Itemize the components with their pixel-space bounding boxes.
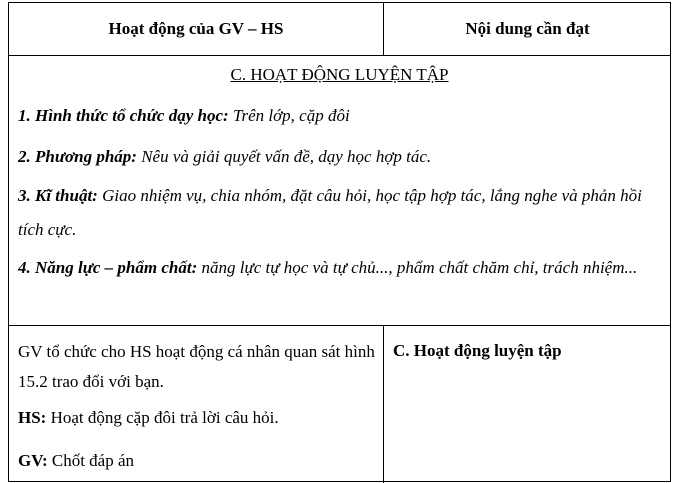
item-method: 2. Phương pháp: Nêu và giải quyết vấn đề, dạy học hợp tác. (18, 147, 432, 166)
activity-divider (383, 325, 384, 483)
item-organization: 1. Hình thức tổ chức dạy học: Trên lớp, cặp đôi (18, 106, 350, 125)
header-activity: Hoạt động của GV – HS (108, 19, 284, 38)
row-divider-2 (9, 325, 670, 326)
activity-intro: GV tổ chức cho HS hoạt động cá nhân quan sát hình 15.2 trao đổi với bạn. (18, 342, 375, 391)
header-divider (383, 3, 384, 55)
section-title: C. HOẠT ĐỘNG LUYỆN TẬP (230, 65, 449, 84)
header-content: Nội dung cần đạt (465, 19, 590, 38)
activity-hs: HS: Hoạt động cặp đôi trả lời câu hỏi. (18, 408, 279, 427)
row-divider-1 (9, 55, 670, 56)
item-competence: 4. Năng lực – phẩm chất: năng lực tự học và tự chủ..., phẩm chất chăm chỉ, trách nhiệm... (18, 258, 638, 277)
activity-gv: GV: Chốt đáp án (18, 451, 135, 470)
lesson-table (8, 2, 671, 482)
item-technique: 3. Kĩ thuật: Giao nhiệm vụ, chia nhóm, đặt câu hỏi, học tập hợp tác, lắng nghe và phản hồi tích cực. (18, 186, 642, 239)
activity-content-title: C. Hoạt động luyện tập (393, 341, 562, 360)
